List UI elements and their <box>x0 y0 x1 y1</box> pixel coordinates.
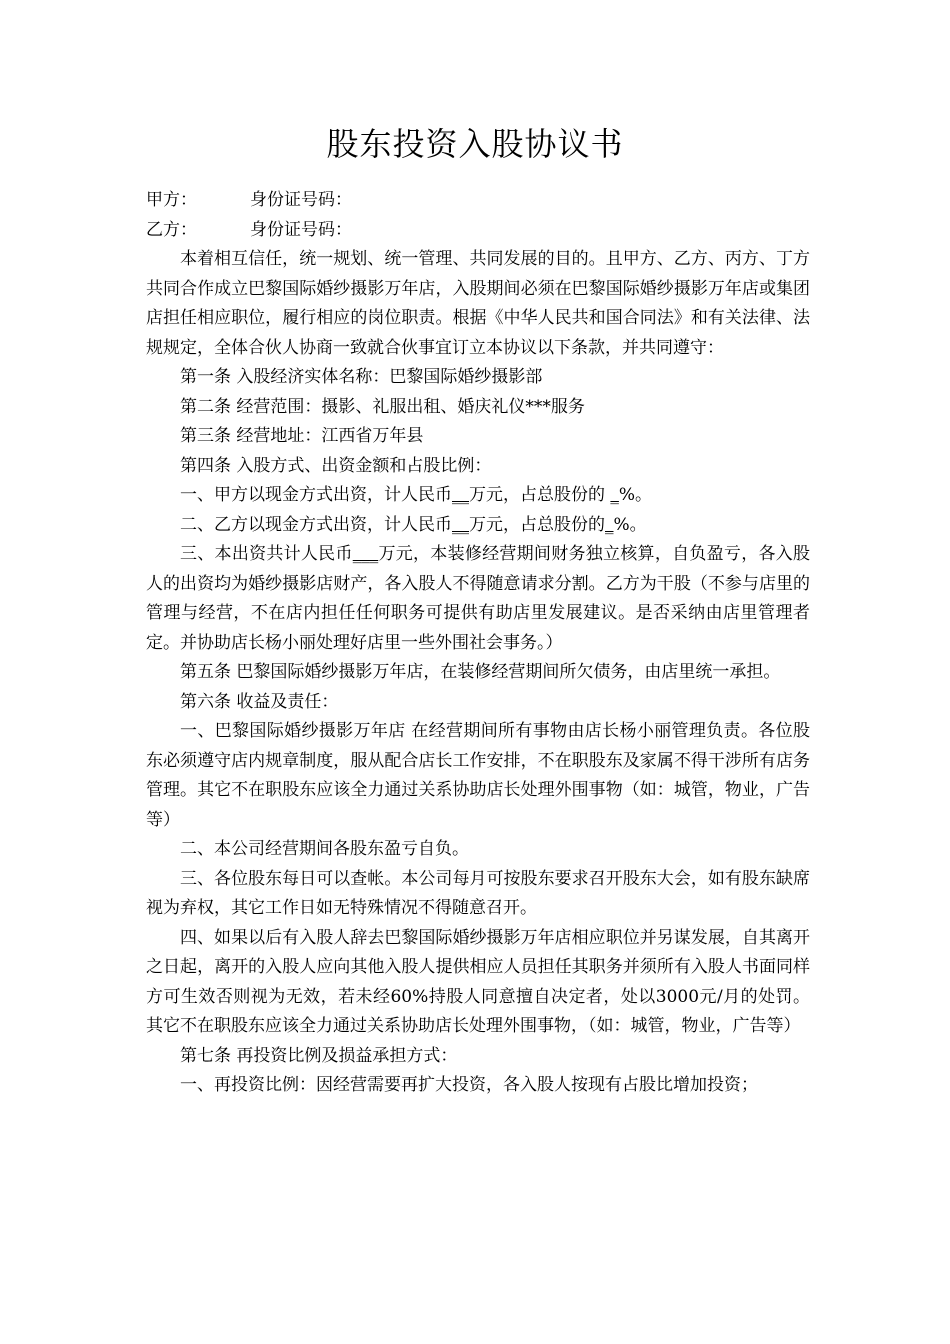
clause-4-item-3: 三、本出资共计人民币___万元，本装修经营期间财务独立核算，自负盈亏，各入股人的出资均为婚纱摄影店财产，各入股人不得随意请求分割。乙方为干股（不参与店里的管理与经营，不在店内担任任何职务可提供有助店里发展建议。是否采纳由店里管理者定。并协助店长杨小丽处理好店里一些外围社会事务。） <box>146 544 811 653</box>
clause-1: 第一条 入股经济实体名称：巴黎国际婚纱摄影部 <box>180 367 543 387</box>
percent-blank: _ <box>605 514 614 535</box>
clause-4: 第四条 入股方式、出资金额和占股比例： <box>180 455 492 476</box>
party-b-id-label: 身份证号码： <box>250 219 352 240</box>
amount-blank: __ <box>452 485 469 505</box>
party-a-id-label: 身份证号码： <box>250 190 352 210</box>
clause-6: 第六条 收益及责任： <box>180 691 339 712</box>
preamble-paragraph: 本着相互信任，统一规划、统一管理、共同发展的目的。且甲方、乙方、丙方、丁方共同合作成立巴黎国际婚纱摄影万年店，入股期间必须在巴黎国际婚纱摄影万年店或集团店担任相应职位，履行相应的岗位职责。根据《中华人民共和国合同法》和有关法律、法规规定，全体合伙人协商一致就合伙事宜订立本协议以下条款，并共同遵守： <box>146 249 810 358</box>
clause-2: 第二条 经营范围：摄影、礼服出租、婚庆礼仪***服务 <box>180 396 585 417</box>
clause-7: 第七条 再投资比例及损益承担方式： <box>180 1045 458 1066</box>
amount-blank: __ <box>452 514 469 535</box>
party-b-label: 乙方： <box>146 219 197 240</box>
clause-3: 第三条 经营地址：江西省万年县 <box>180 426 424 446</box>
clause-5: 第五条 巴黎国际婚纱摄影万年店，在装修经营期间所欠债务，由店里统一承担。 <box>180 662 781 682</box>
clause-4-item-2: 二、乙方以现金方式出资，计人民币__万元，占总股份的_%。 <box>180 514 647 535</box>
party-b-line <box>146 216 810 246</box>
party-a-line <box>146 186 810 216</box>
clause-6-item-3: 三、各位股东每日可以查帐。本公司每月可按股东要求召开股东大会，如有股东缺席视为弃权，其它工作日如无特殊情况不得随意召开。 <box>146 868 810 918</box>
percent-blank: _ <box>610 485 619 505</box>
clause-6-item-4: 四、如果以后有入股人辞去巴黎国际婚纱摄影万年店相应职位并另谋发展，自其离开之日起，离开的入股人应向其他入股人提供相应人员担任其职务并须所有入股人书面同样方可生效否则视为无效，若未经60%持股人同意擅自决定者，处以3000元/月的处罚。其它不在职股东应该全力通过关系协助店长处理外围事物，（如：城管，物业，广告等） <box>146 927 810 1036</box>
clause-6-item-2: 二、本公司经营期间各股东盈亏自负。 <box>180 839 469 859</box>
document-title: 股东投资入股协议书 <box>326 125 624 163</box>
clause-7-item-1: 一、再投资比例：因经营需要再扩大投资，各入股人按现有占股比增加投资； <box>180 1075 758 1095</box>
clause-6-item-1: 一、巴黎国际婚纱摄影万年店 在经营期间所有事物由店长杨小丽管理负责。各位股东必须遵守店内规章制度，服从配合店长工作安排，不在职股东及家属不得干涉所有店务管理。其它不在职股东应该全力通过关系协助店长处理外围事物（如：城管，物业，广告等） <box>146 721 810 830</box>
document-body <box>146 186 810 1101</box>
clause-4-item-1: 一、甲方以现金方式出资，计人民币__万元，占总股份的 _%。 <box>180 485 653 505</box>
party-a-label: 甲方： <box>146 190 197 210</box>
total-amount-blank: ___ <box>352 544 379 564</box>
